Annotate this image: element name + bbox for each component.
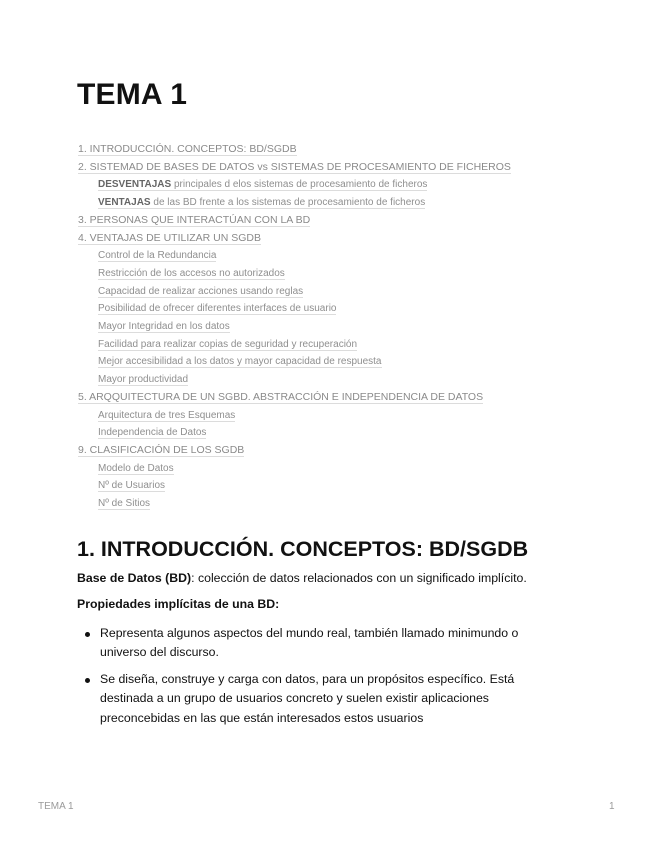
toc-link[interactable]: Nº de Usuarios [98,480,166,492]
bullet-icon [85,678,90,683]
bullet-icon [85,632,90,637]
definition-text: : colección de datos relacionados con un significado implícito. [191,571,527,585]
toc-link[interactable]: 1. INTRODUCCIÓN. CONCEPTOS: BD/SGDB [78,143,297,155]
properties-list [77,624,557,735]
toc-link[interactable]: Mayor productividad [98,374,189,386]
toc-link[interactable]: Restricción de los accesos no autorizados [98,267,285,279]
toc-link[interactable]: Mayor Integridad en los datos [98,321,230,333]
toc-link[interactable]: Arquitectura de tres Esquemas [98,409,236,421]
toc-link[interactable]: Modelo de Datos [98,462,174,474]
list-item: Se diseña, construye y carga con datos, para un propósitos específico. Está destinada a un grupo de usuarios concreto y suelen existir aplicaciones preconcebidas en las que están interesados estos usuarios [77,670,557,728]
toc-link[interactable]: VENTAJAS de las BD frente a los sistemas de procesamiento de ficheros [98,197,426,209]
toc-link[interactable]: Posibilidad de ofrecer diferentes interfaces de usuario [98,303,337,315]
toc-link[interactable]: DESVENTAJAS principales d elos sistemas de procesamiento de ficheros [98,179,428,191]
toc-link[interactable]: 2. SISTEMAD DE BASES DE DATOS vs SISTEMAS DE PROCESAMIENTO DE FICHEROS [78,160,511,173]
page-number: 1 [609,801,615,812]
toc-link[interactable]: Independencia de Datos [98,427,207,439]
toc-link[interactable]: Nº de Sitios [98,498,151,510]
toc-link[interactable]: 9. CLASIFICACIÓN DE LOS SGDB [78,443,245,456]
toc-link[interactable]: 5. ARQQUITECTURA DE UN SGBD. ABSTRACCIÓN E INDEPENDENCIA DE DATOS [78,390,484,403]
toc-link[interactable]: 3. PERSONAS QUE INTERACTÚAN CON LA BD [78,213,311,226]
section-heading: 1. INTRODUCCIÓN. CONCEPTOS: BD/SGDB [77,537,529,561]
definition-term: Base de Datos (BD) [77,571,192,585]
document-title: TEMA 1 [77,78,188,111]
list-item: Representa algunos aspectos del mundo real, también llamado minimundo o universo del discurso. [77,624,557,663]
toc-link[interactable]: Capacidad de realizar acciones usando reglas [98,285,304,297]
toc-link[interactable]: 4. VENTAJAS DE UTILIZAR UN SGDB [78,231,262,244]
footer-title: TEMA 1 [38,801,74,812]
toc-link[interactable]: Mejor accesibilidad a los datos y mayor capacidad de respuesta [98,356,382,368]
table-of-contents [78,141,598,513]
toc-link[interactable]: Control de la Redundancia [98,250,217,262]
toc-link[interactable]: Facilidad para realizar copias de seguridad y recuperación [98,338,358,350]
properties-heading: Propiedades implícitas de una BD: [77,597,280,611]
definition-paragraph [77,571,527,585]
